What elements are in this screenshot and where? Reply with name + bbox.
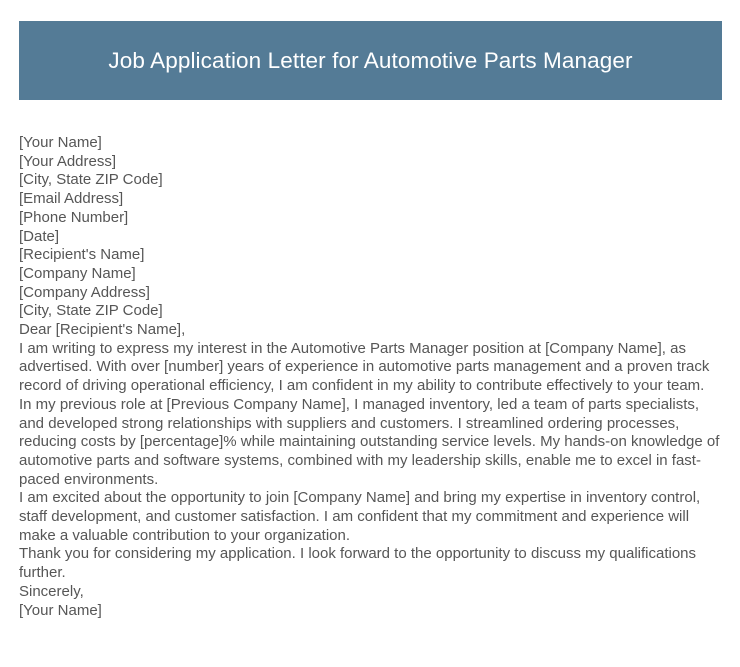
page-title: Job Application Letter for Automotive Parts Manager	[108, 48, 633, 73]
sender-city-state-zip-line: [City, State ZIP Code]	[19, 171, 163, 189]
recipient-city-state-zip-line: [City, State ZIP Code]	[19, 302, 163, 320]
recipient-company-line: [Company Name]	[19, 264, 136, 282]
body-paragraph-3: I am excited about the opportunity to join [Company Name] and bring my expertise in inventory control, staff development, and customer satisfaction. I am confident that my commitment and experience will make a valuable contribution to your organization.	[19, 489, 701, 544]
date-line: [Date]	[19, 227, 60, 245]
body-paragraph-2: In my previous role at [Previous Company Name], I managed inventory, led a team of parts specialists, and developed strong relationships with suppliers and customers. I streamlined ordering processes, reducing costs by [percentage]% while maintaining outstanding service levels. My hands-on knowledge of automotive parts and software systems, combined with my leadership skills, enable me to excel in fast-paced environments.	[19, 395, 720, 488]
sender-phone-line: [Phone Number]	[19, 208, 129, 226]
body-paragraph-4: Thank you for considering my application. I look forward to the opportunity to discuss my qualifications further.	[19, 545, 697, 582]
sender-email-line: [Email Address]	[19, 190, 124, 208]
sender-address-line: [Your Address]	[19, 152, 117, 170]
salutation-line: Dear [Recipient's Name],	[19, 321, 186, 339]
body-paragraph-1: I am writing to express my interest in the Automotive Parts Manager position at [Company Name], as advertised. With over [number] years of experience in automotive parts management and a proven track record of driving operational efficiency, I am confident in my ability to contribute effectively to your team.	[19, 339, 710, 395]
closing-line: Sincerely,	[19, 582, 84, 600]
recipient-name-line: [Recipient's Name]	[19, 246, 145, 264]
signature-name-line: [Your Name]	[19, 601, 102, 619]
recipient-company-address-line: [Company Address]	[19, 283, 150, 301]
sender-name-line: [Your Name]	[19, 134, 102, 151]
document-header-banner	[19, 21, 722, 100]
letter-body	[19, 134, 722, 620]
